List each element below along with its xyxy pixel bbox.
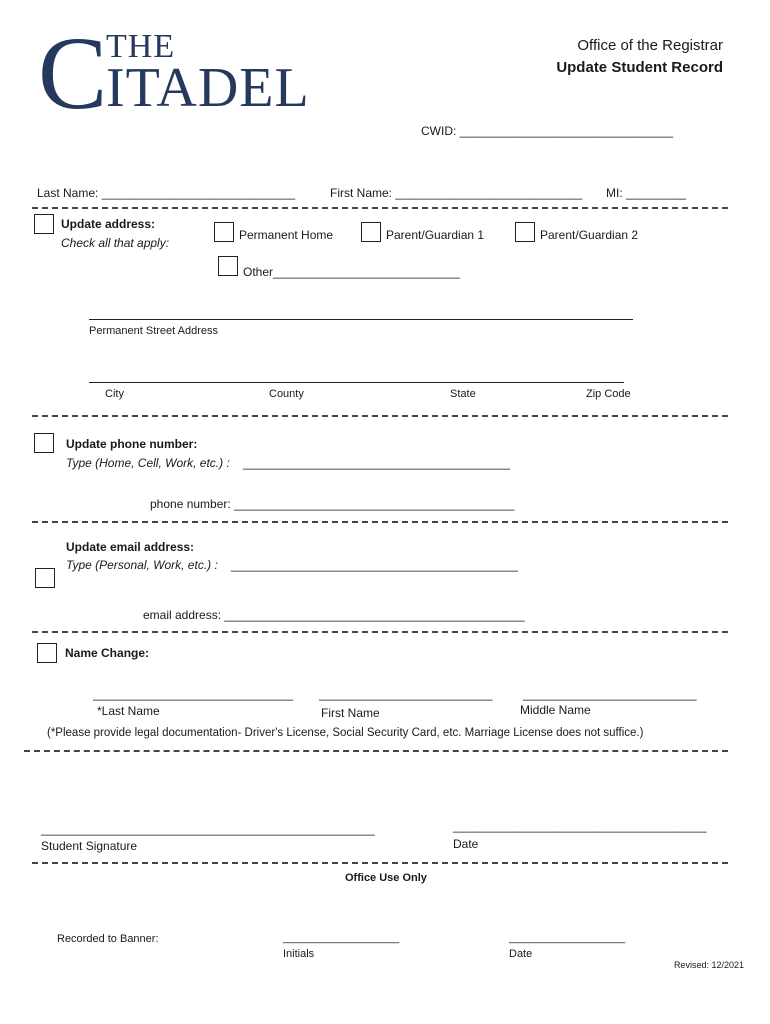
student-signature-label: Student Signature: [41, 839, 138, 853]
section-divider: [32, 207, 728, 209]
street-address-label: Permanent Street Address: [89, 325, 219, 337]
legal-documentation-note: (*Please provide legal documentation- Driver's License, Social Security Card, etc. Marriage License does not suffice.): [47, 727, 644, 739]
new-middle-name-field[interactable]: __________________________: [523, 687, 697, 701]
student-signature-field[interactable]: __________________________________________________: [41, 822, 375, 836]
parent-guardian-1-label: Parent/Guardian 1: [386, 228, 485, 242]
signature-date-field[interactable]: ______________________________________: [453, 819, 707, 833]
page-title: Update Student Record: [556, 59, 723, 76]
office-use-title: Office Use Only: [345, 872, 427, 884]
other-checkbox[interactable]: [218, 256, 238, 276]
city-state-zip-line[interactable]: [89, 382, 624, 383]
zip-label: Zip Code: [586, 388, 631, 400]
logo-letter-c: C: [38, 16, 108, 131]
logo-itadel: ITADEL: [106, 57, 310, 119]
update-phone-checkbox[interactable]: [34, 433, 54, 453]
name-change-checkbox[interactable]: [37, 643, 57, 663]
street-address-line[interactable]: [89, 319, 633, 320]
update-address-checkbox[interactable]: [34, 214, 54, 234]
section-divider: [24, 750, 728, 752]
office-initials-label: Initials: [283, 948, 315, 960]
parent-guardian-2-label: Parent/Guardian 2: [540, 228, 639, 242]
section-divider: [32, 521, 728, 523]
phone-type-label: Type (Home, Cell, Work, etc.) :: [66, 456, 230, 470]
office-date-field[interactable]: ___________________: [509, 932, 626, 944]
email-type-field[interactable]: ___________________________________________: [231, 558, 518, 572]
recorded-to-banner-label: Recorded to Banner:: [57, 933, 159, 945]
name-change-title: Name Change:: [65, 646, 150, 660]
city-label: City: [105, 388, 124, 400]
new-last-name-label: *Last Name: [97, 704, 160, 718]
new-middle-name-label: Middle Name: [520, 703, 591, 717]
office-name: Office of the Registrar: [577, 37, 723, 54]
office-date-label: Date: [509, 948, 533, 960]
parent-guardian-1-checkbox[interactable]: [361, 222, 381, 242]
cwid-field[interactable]: CWID: ________________________________: [421, 124, 674, 138]
section-divider: [32, 631, 728, 633]
signature-date-label: Date: [453, 837, 479, 851]
update-address-title: Update address:: [61, 217, 156, 231]
permanent-home-checkbox[interactable]: [214, 222, 234, 242]
revised-date: Revised: 12/2021: [673, 960, 744, 970]
email-address-field[interactable]: email address: _____________________________________________: [143, 608, 525, 622]
permanent-home-label: Permanent Home: [239, 228, 334, 242]
new-last-name-field[interactable]: ______________________________: [93, 687, 294, 701]
update-email-checkbox[interactable]: [35, 568, 55, 588]
mi-field[interactable]: MI: _________: [606, 186, 687, 200]
email-type-label: Type (Personal, Work, etc.) :: [66, 558, 218, 572]
section-divider: [32, 415, 728, 417]
office-initials-field[interactable]: ___________________: [283, 932, 400, 944]
last-name-field[interactable]: Last Name: _____________________________: [37, 186, 296, 200]
new-first-name-label: First Name: [321, 706, 380, 720]
update-phone-title: Update phone number:: [66, 437, 198, 451]
first-name-field[interactable]: First Name: ____________________________: [330, 186, 583, 200]
county-label: County: [269, 388, 304, 400]
other-field[interactable]: Other____________________________: [243, 265, 460, 279]
new-first-name-field[interactable]: __________________________: [319, 687, 493, 701]
phone-type-field[interactable]: ________________________________________: [243, 456, 510, 470]
update-email-title: Update email address:: [66, 540, 195, 554]
address-hint: Check all that apply:: [61, 236, 170, 250]
phone-number-field[interactable]: phone number: __________________________________________: [150, 497, 515, 511]
state-label: State: [450, 388, 476, 400]
parent-guardian-2-checkbox[interactable]: [515, 222, 535, 242]
logo-the: THE: [106, 28, 176, 65]
section-divider: [32, 862, 728, 864]
